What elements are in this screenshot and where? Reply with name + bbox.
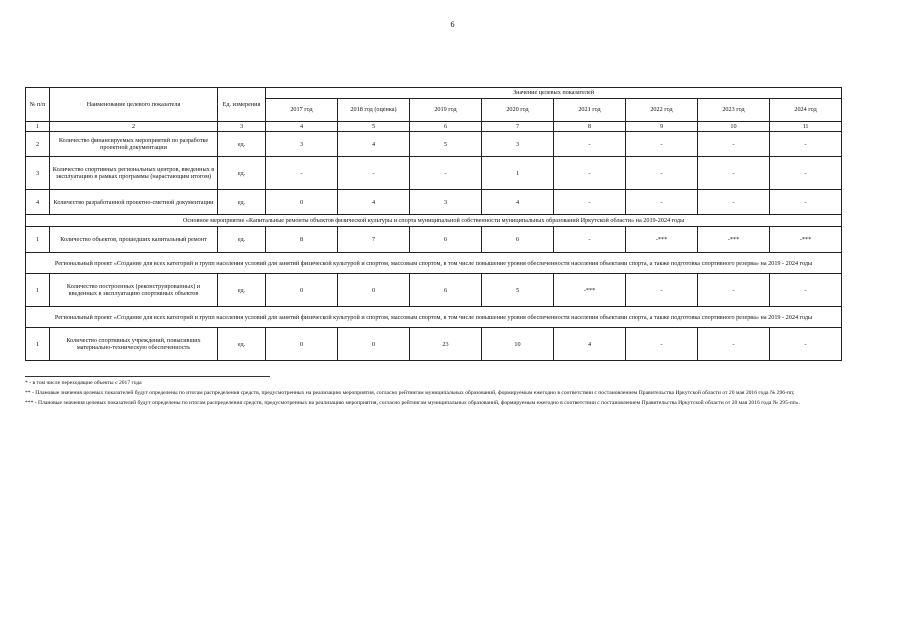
column-number: 4 (266, 122, 338, 132)
row-value: 3 (410, 190, 482, 215)
header-unit: Ед. измерения (218, 88, 266, 122)
row-name: Количество финансируемых мероприятий по разработке проектной документации (50, 132, 218, 157)
row-value: -*** (626, 227, 698, 253)
row-name: Количество спортивных учреждений, повысивших материально-техническую обеспеченность (50, 328, 218, 361)
footnote: * - в том числе переходящие объекты с 2017 года (25, 380, 142, 386)
footnote: *** - Плановые значения целевых показателей будут определены по итогам распределения средств, предусмотренных на реализацию мероприятия, согласно рейтингам муниципальных образований, формируемым ежегодно в соответствии с постановлением Правительства Иркутской области от 20 мая 2016 года № 295-пп». (25, 400, 800, 407)
row-value: 6 (482, 227, 554, 253)
row-value: 5 (410, 132, 482, 157)
row-value: - (698, 274, 770, 307)
section-title: Региональный проект «Создание для всех категорий и групп населения условий для занятий физической культурой и спортом, массовым спортом, в том числе повышение уровня обеспеченности населения объектами спорта, а также подготовка спортивного резерва» на 2019 - 2024 годы (26, 253, 842, 274)
row-value: 1 (482, 157, 554, 190)
row-value: - (698, 157, 770, 190)
header-year: 2024 год (770, 99, 842, 122)
row-value: 23 (410, 328, 482, 361)
row-value: - (410, 157, 482, 190)
row-value: - (770, 328, 842, 361)
footnote: ** - Плановые значения целевых показателей будут определены по итогам распределения средств, предусмотренных на реализацию мероприятия, согласно рейтингам муниципальных образований, формируемым ежегодно в соответствии с постановлением Правительства Иркутской области от 20 мая 2016 года № 296-пп; (25, 390, 795, 397)
header-year: 2017 год (266, 99, 338, 122)
row-value: - (554, 227, 626, 253)
row-value: 0 (266, 190, 338, 215)
row-value: - (626, 132, 698, 157)
row-unit: ед. (218, 328, 266, 361)
row-unit: ед. (218, 132, 266, 157)
row-num: 2 (26, 132, 50, 157)
header-num: № п/п (26, 88, 50, 122)
row-value: 0 (338, 328, 410, 361)
header-year: 2018 год (оценка) (338, 99, 410, 122)
row-value: - (770, 274, 842, 307)
row-value: -*** (698, 227, 770, 253)
row-value: 10 (482, 328, 554, 361)
header-year: 2022 год (626, 99, 698, 122)
header-row-1 (26, 88, 842, 99)
row-name: Количество объектов, прошедших капитальный ремонт (50, 227, 218, 253)
header-year: 2023 год (698, 99, 770, 122)
column-number: 6 (410, 122, 482, 132)
column-numbers-row (26, 122, 842, 132)
section-title: Основное мероприятие «Капитальные ремонты объектов физической культуры и спорта муниципальной собственности муниципальных образований Иркутской области» на 2019-2024 годы (26, 215, 842, 227)
row-value: 8 (266, 227, 338, 253)
row-value: - (554, 190, 626, 215)
row-value: 0 (266, 328, 338, 361)
page-number: 6 (450, 20, 455, 29)
row-value: - (626, 274, 698, 307)
row-value: 4 (338, 132, 410, 157)
row-value: -*** (770, 227, 842, 253)
row-name: Количество построенных (реконструированных) и введенных в эксплуатацию спортивных объектов (50, 274, 218, 307)
row-name: Количество спортивных региональных центров, введенных в эксплуатацию в рамках программы (нарастающим итогом) (50, 157, 218, 190)
header-year: 2019 год (410, 99, 482, 122)
row-num: 3 (26, 157, 50, 190)
row-value: 5 (482, 274, 554, 307)
column-number: 8 (554, 122, 626, 132)
section-row (26, 307, 842, 328)
row-num: 4 (26, 190, 50, 215)
column-number: 3 (218, 122, 266, 132)
row-unit: ед. (218, 157, 266, 190)
row-value: - (770, 132, 842, 157)
row-value: - (770, 190, 842, 215)
row-value: - (554, 132, 626, 157)
column-number: 7 (482, 122, 554, 132)
column-number: 5 (338, 122, 410, 132)
row-value: 4 (338, 190, 410, 215)
header-values-group: Значение целевых показателей (266, 88, 842, 99)
table-row (26, 132, 842, 157)
row-num: 1 (26, 274, 50, 307)
row-value: 3 (482, 132, 554, 157)
table-row (26, 227, 842, 253)
row-value: - (266, 157, 338, 190)
section-title: Региональный проект «Создание для всех категорий и групп населения условий для занятий физической культурой и спортом, массовым спортом, в том числе повышение уровня обеспеченности населения объектами спорта, а также подготовка спортивного резерва» на 2019 - 2024 годы (26, 307, 842, 328)
header-name: Наименование целевого показателя (50, 88, 218, 122)
column-number: 2 (50, 122, 218, 132)
row-value: - (770, 157, 842, 190)
row-name: Количество разработанной проектно-сметной документации (50, 190, 218, 215)
row-num: 1 (26, 328, 50, 361)
table-row (26, 157, 842, 190)
row-value: - (698, 328, 770, 361)
row-value: - (626, 190, 698, 215)
header-year: 2021 год (554, 99, 626, 122)
row-value: 7 (338, 227, 410, 253)
column-number: 10 (698, 122, 770, 132)
row-value: 4 (482, 190, 554, 215)
row-value: - (338, 157, 410, 190)
row-value: 0 (338, 274, 410, 307)
row-value: - (626, 157, 698, 190)
row-num: 1 (26, 227, 50, 253)
row-value: 4 (554, 328, 626, 361)
row-value: -*** (554, 274, 626, 307)
footnotes (25, 376, 845, 409)
table-row (26, 328, 842, 361)
column-number: 11 (770, 122, 842, 132)
target-indicators-table (25, 87, 842, 361)
row-unit: ед. (218, 274, 266, 307)
row-value: - (626, 328, 698, 361)
column-number: 1 (26, 122, 50, 132)
row-value: - (554, 157, 626, 190)
footnote-divider (25, 376, 270, 377)
column-number: 9 (626, 122, 698, 132)
section-row (26, 253, 842, 274)
row-value: - (698, 132, 770, 157)
row-value: 6 (410, 274, 482, 307)
row-value: 6 (410, 227, 482, 253)
row-unit: ед. (218, 190, 266, 215)
table-row (26, 190, 842, 215)
row-unit: ед. (218, 227, 266, 253)
row-value: 3 (266, 132, 338, 157)
table-row (26, 274, 842, 307)
header-year: 2020 год (482, 99, 554, 122)
row-value: 0 (266, 274, 338, 307)
row-value: - (698, 190, 770, 215)
section-row (26, 215, 842, 227)
